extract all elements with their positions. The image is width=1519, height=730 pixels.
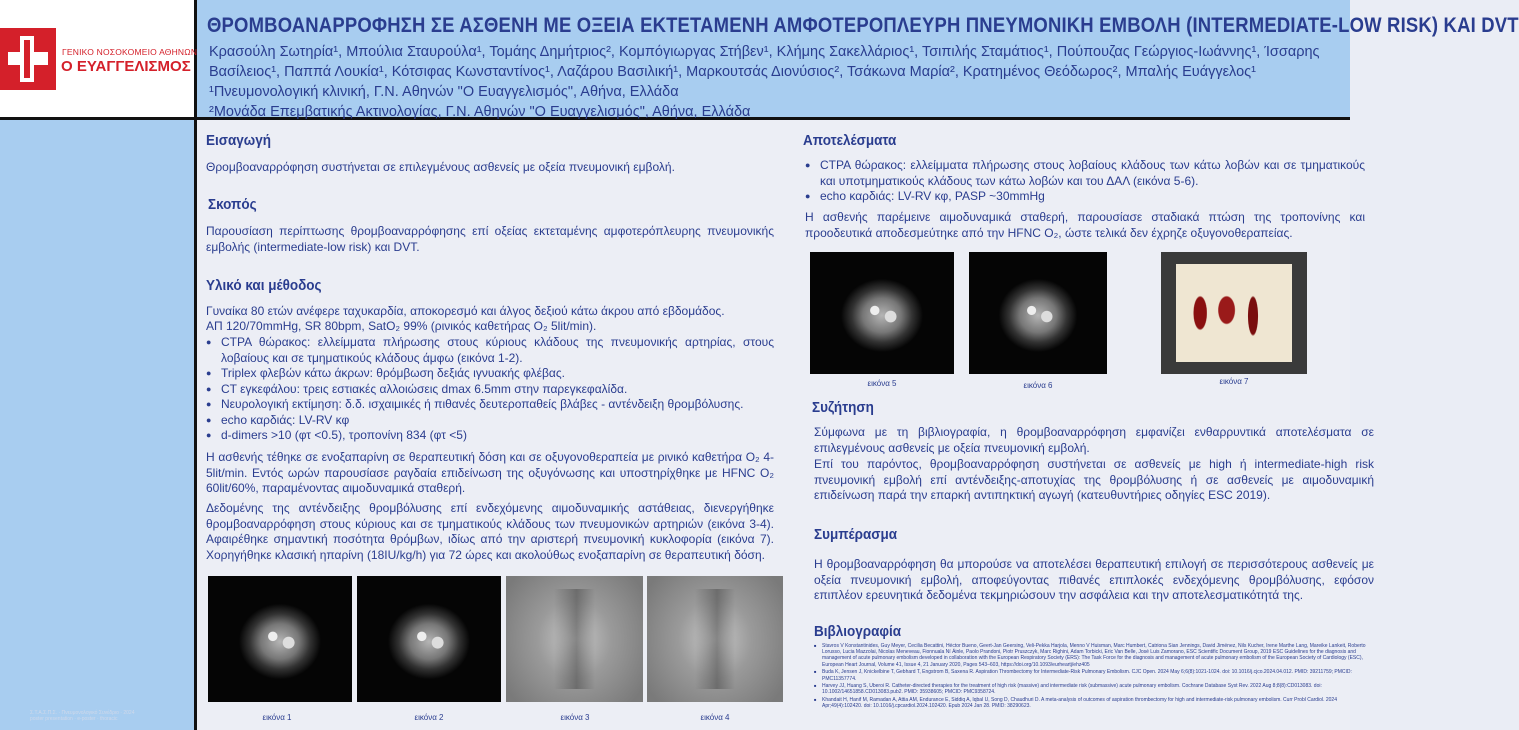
- list-item: ● CTPA θώρακος: ελλείμματα πλήρωσης στους λοβαίους κλάδους των κάτω λοβών και σε τμηματικούς και υποτμηματικούς κλάδους των κάτω λοβών και του ΔΑΛ (εικόνα 5-6).: [805, 158, 1365, 189]
- affiliation-1: ¹Πνευμονολογική κλινική, Γ.Ν. Αθηνών "Ο Ευαγγελισμός", Αθήνα, Ελλάδα: [209, 84, 679, 100]
- reference-item: ■ Khandait H, Hanif M, Ramadan A, Attia AM, Endurance E, Siddiq A, Iqbal U, Song D, Chaudhuri D. A meta-analysis of outcomes of aspiration thrombectomy for high and intermediate-risk pulmonary embolism. Curr Probl Cardiol. 2024 Apr;49(4):102420. doi: 10.1016/j.cpcardiol.2024.102420. Epub 2024 Jan 28. PMID: 38290623.: [814, 697, 1374, 709]
- discussion-paragraph-2: Επί του παρόντος, θρομβοαναρρόφηση συστήνεται σε ασθενείς με high ή intermediate-high risk πνευμονική εμβολή επί αντένδειξης-αποτυχίας της θρομβόλυσης ή σε ασθενείς με αιμοδυναμική επιδείνωση παρά την επαρκή αντιπηκτική αγωγή (κατευθυντήριες οδηγίες ESC 2019).: [814, 457, 1374, 502]
- methods-paragraph-1: Η ασθενής τέθηκε σε ενοξαπαρίνη σε θεραπευτική δόση και σε οξυγονοθεραπεία με ρινικό καθετήρα O₂ 4-5lit/min. Εντός ωρών παρουσίασε ραγδαία επιδείνωση της οξυγόνωσης και υποστηρίχθηκε με HFNC O₂ 60lit/60%, παραμένοντας αιμοδυναμικά σταθερή.: [206, 450, 774, 495]
- hospital-cross-icon: [0, 28, 56, 90]
- list-item: ● echo καρδιάς: LV-RV κφ: [206, 413, 774, 429]
- aim-heading: Σκοπός: [208, 196, 257, 213]
- reference-item: ■ Harvey JJ, Huang S, Uberoi R. Catheter-directed therapies for the treatment of high risk (massive) and intermediate risk (submassive) acute pulmonary embolism. Cochrane Database Syst Rev. 2022 Aug 8;8(8):CD013083. doi: 10.1002/14651858.CD013083.pub2. PMID: 35938605; PMCID: PMC9358724.: [814, 683, 1374, 695]
- angiography-image-3: [506, 576, 643, 702]
- poster-title: ΘΡΟΜΒΟΑΝΑΡΡΟΦΗΣΗ ΣΕ ΑΣΘΕΝΗ ΜΕ ΟΞΕΙΑ ΕΚΤΕΤΑΜΕΝΗ ΑΜΦΟΤΕΡΟΠΛΕΥΡΗ ΠΝΕΥΜΟΝΙΚΗ ΕΜΒΟΛΗ (INTERMEDIATE-LOW RISK) ΚΑΙ DVT: [207, 14, 1519, 37]
- list-item: ● Νευρολογική εκτίμηση: δ.δ. ισχαιμικές ή πιθανές δευτεροπαθείς βλάβες - αντένδειξη θρομβόλυσης.: [206, 397, 774, 413]
- figure-caption-6: εικόνα 6: [1023, 381, 1053, 390]
- figure-caption-3: εικόνα 3: [560, 713, 590, 722]
- methods-line-2: ΑΠ 120/70mmHg, SR 80bpm, SatO₂ 99% (ρινικός καθετήρας O₂ 5lit/min).: [206, 319, 597, 333]
- figure-caption-5: εικόνα 5: [867, 379, 897, 388]
- figure-caption-2: εικόνα 2: [414, 713, 444, 722]
- list-item: ● d-dimers >10 (φτ <0.5), τροπονίνη 834 (φτ <5): [206, 428, 774, 444]
- results-text: Η ασθενής παρέμεινε αιμοδυναμικά σταθερή, παρουσίασε σταδιακά πτώση της τροπονίνης και προοδευτικά αποδεσμεύτηκε από την HFNC O₂, ώστε τελικά δεν έχρηζε οξυγονοθεραπείας.: [805, 210, 1365, 240]
- ct-image-6: [969, 252, 1107, 374]
- list-item: ● Triplex φλεβών κάτω άκρων: θρόμβωση δεξιάς ιγνυακής φλέβας.: [206, 366, 774, 382]
- ct-image-2: [357, 576, 501, 702]
- logo-box: [0, 0, 197, 120]
- affiliation-2: ²Μονάδα Επεμβατικής Ακτινολογίας, Γ.Ν. Αθηνών "Ο Ευαγγελισμός", Αθήνα, Ελλάδα: [209, 104, 751, 120]
- left-sidebar: [0, 120, 197, 730]
- methods-heading: Υλικό και μέθοδος: [206, 277, 322, 294]
- methods-line-1: Γυναίκα 80 ετών ανέφερε ταχυκαρδία, αποκορεσμό και άλγος δεξιού κάτω άκρου από εβδομάδος.: [206, 304, 725, 318]
- figure-caption-7: εικόνα 7: [1219, 377, 1249, 386]
- intro-heading: Εισαγωγή: [206, 132, 271, 149]
- aim-text: Παρουσίαση περίπτωσης θρομβοαναρρόφησης επί οξείας εκτεταμένης αμφοτερόπλευρης πνευμονικής εμβολής (intermediate-low risk) και DVT.: [206, 224, 774, 254]
- ct-image-1: [208, 576, 352, 702]
- hospital-name: Ο ΕΥΑΓΓΕΛΙΣΜΟΣ: [61, 58, 191, 75]
- list-item: ● CT εγκεφάλου: τρεις εστιακές αλλοιώσεις dmax 6.5mm στην παρεγκεφαλίδα.: [206, 382, 774, 398]
- authors-line-2: Βασίλειος¹, Παππά Λουκία¹, Κότσιφας Κωνσταντίνος¹, Λαζάρου Βασιλική¹, Μαρκουτσάς Διονύσιος², Τσάκωνα Μαρία², Κρατημένος Θεόδωρος², Μπαλής Ευάγγελος¹: [209, 64, 1256, 80]
- conclusion-heading: Συμπέρασμα: [814, 526, 898, 543]
- results-heading: Αποτελέσματα: [803, 132, 897, 149]
- discussion-heading: Συζήτηση: [812, 399, 874, 416]
- reference-item: ■ Stavros V Konstantinides, Guy Meyer, Cecilia Becattini, Héctor Bueno, Geert-Jan Geersing, Veli-Pekka Harjola, Menno V Huisman, Marc Humbert, Catriona Sian Jennings, David Jiménez, Nils Kucher, Irene Marthe Lang, Mareike Lankeit, Roberto Lorusso, Lucia Mazzolai, Nicolas Meneveau, Fionnuala Ní Áinle, Paolo Prandoni, Piotr Pruszczyk, Marc Righini, Adam Torbicki, Eric Van Belle, José Luis Zamorano, ESC Scientific Document Group, 2019 ESC Guidelines for the diagnosis and management of acute pulmonary embolism developed in collaboration with the European Respiratory Society (ERS): The Task Force for the diagnosis and management of acute pulmonary embolism of the European Society of Cardiology (ESC), European Heart Journal, Volume 41, Issue 4, 21 January 2020, Pages 543–603, https://doi.org/10.1093/eurheartj/ehz405: [814, 643, 1374, 668]
- references-list: [814, 643, 1374, 711]
- sidebar-footer-note: Σ.Τ.Α.Σ.Π.Σ. · Πνευμονολογικό Συνέδριο · 2024 poster presentation · e-poster · thoracic: [30, 710, 135, 722]
- methods-bullets: [206, 335, 774, 444]
- hospital-line: ΓΕΝΙΚΟ ΝΟΣΟΚΟΜΕΙΟ ΑΘΗΝΩΝ: [62, 47, 198, 57]
- conclusion-text: Η θρομβοαναρρόφηση θα μπορούσε να αποτελέσει θεραπευτική επιλογή σε περισσότερους ασθενείς με οξεία πνευμονική εμβολή, αποφεύγοντας πιθανές επιπλοκές ενδεχόμενης θρομβόλυσης, εφόσον επιπλέον ερευνητικά δεδομένα τεκμηριώσουν την ασφάλεια και την αποτελεσματικότητά της.: [814, 557, 1374, 602]
- authors-line-1: Κρασούλη Σωτηρία¹, Μπούλια Σταυρούλα¹, Τομάης Δημήτριος², Κομπόγιωργας Στήβεν¹, Κλήμης Σακελλάριος¹, Τσιπιλής Σταμάτιος¹, Πούπουζας Γεώργιος-Ιωάννης¹, Ίσσαρης: [209, 44, 1320, 60]
- angiography-image-4: [647, 576, 783, 702]
- intro-text: Θρομβοαναρρόφηση συστήνεται σε επιλεγμένους ασθενείς με οξεία πνευμονική εμβολή.: [206, 160, 675, 174]
- poster-header: [197, 0, 1519, 120]
- authors-block: [209, 42, 1509, 122]
- methods-paragraph-2: Δεδομένης της αντένδειξης θρομβόλυσης επί ενδεχόμενης αιμοδυναμικής αστάθειας, διενεργήθηκε θρομβοαναρρόφηση στους κύριους και σε τμηματικούς κλάδους των πνευμονικών αρτηριών (εικόνα 3-4). Αφαιρέθηκε σημαντική ποσότητα θρόμβων, ιδίως από την αριστερή πνευμονική κυκλοφορία (εικόνα 7). Χορηγήθηκε κλασική ηπαρίνη (18IU/kg/h) για 72 ώρες και ακολούθως ενοξαπαρίνη σε θεραπευτική δόση.: [206, 501, 774, 562]
- thrombus-photo-7: [1161, 252, 1307, 374]
- reference-item: ■ Buda K, Jensen J, Knickelbine T, Gebhard T, Engstrom B, Saxena R. Aspiration Thrombectomy for Intermediate-Risk Pulmonary Embolism. CJC Open. 2024 May 6;6(8):1021-1024. doi: 10.1016/j.cjco.2024.04.012. PMID: 39211759; PMCID: PMC11357774.: [814, 669, 1374, 681]
- poster-body: [197, 120, 1374, 730]
- figure-caption-1: εικόνα 1: [262, 713, 292, 722]
- figure-caption-4: εικόνα 4: [700, 713, 730, 722]
- list-item: ● echo καρδιάς: LV-RV κφ, PASP ~30mmHg: [805, 189, 1365, 205]
- ct-image-5: [810, 252, 954, 374]
- references-heading: Βιβλιογραφία: [814, 623, 902, 640]
- list-item: ● CTPA θώρακος: ελλείμματα πλήρωσης στους κύριους κλάδους της πνευμονικής αρτηρίας, στους λοβαίους και σε τμηματικούς κλάδους άμφω (εικόνα 1-2).: [206, 335, 774, 366]
- discussion-paragraph-1: Σύμφωνα με τη βιβλιογραφία, η θρομβοαναρρόφηση εμφανίζει ενθαρρυντικά αποτελέσματα σε επιλεγμένους ασθενείς με οξεία πνευμονική εμβολή.: [814, 425, 1374, 455]
- results-bullets: [805, 158, 1365, 205]
